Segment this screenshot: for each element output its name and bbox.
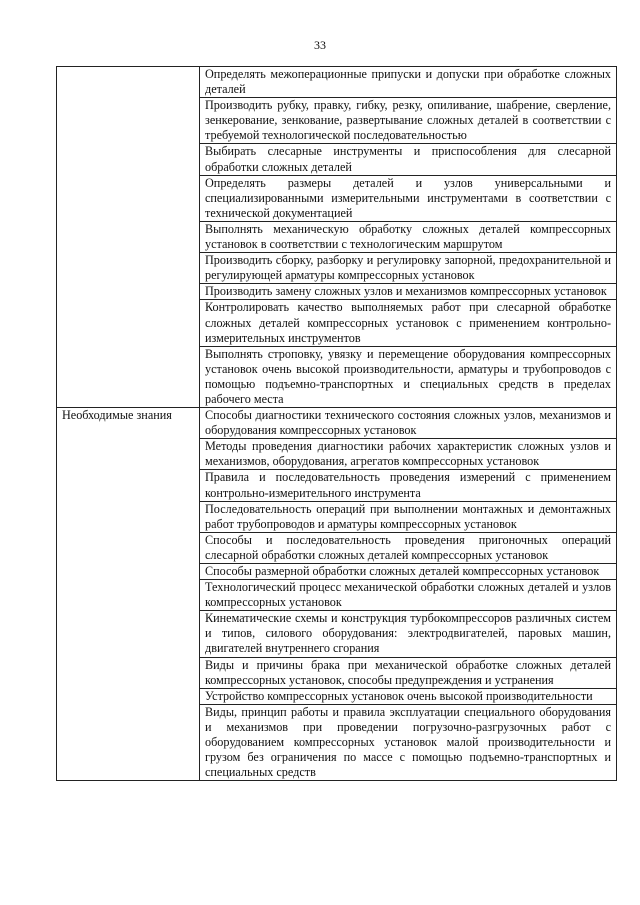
table-cell: Способы диагностики технического состояния сложных узлов, механизмов и оборудования компрессорных установок [200,408,617,439]
competency-table [56,66,617,781]
table-cell: Способы и последовательность проведения пригоночных операций слесарной обработки сложных деталей компрессорных установок [200,532,617,563]
table-cell: Виды, принцип работы и правила эксплуатации специального оборудования и механизмов при проведении погрузочно-разгрузочных работ с оборудованием компрессорных установок малой производительности и грузом без ограничения по массе с помощью подъемно-транспортных и специальных средств [200,704,617,780]
table-cell: Кинематические схемы и конструкция турбокомпрессоров различных систем и типов, силового оборудования: электродвигателей, паровых машин, двигателей внутреннего сгорания [200,611,617,657]
table-cell: Определять размеры деталей и узлов универсальными и специализированными измерительными инструментами в соответствии с технической документацией [200,175,617,221]
table-cell: Производить сборку, разборку и регулировку запорной, предохранительной и регулирующей арматуры компрессорных установок [200,253,617,284]
table-cell: Выполнять строповку, увязку и перемещение оборудования компрессорных установок очень высокой производительности, арматуры и трубопроводов с помощью подъемно-транспортных и специальных средств в пределах рабочего места [200,346,617,407]
table-cell: Виды и причины брака при механической обработке сложных деталей компрессорных установок, способы предупреждения и устранения [200,657,617,688]
page-number: 33 [314,38,326,52]
table-cell: Последовательность операций при выполнении монтажных и демонтажных работ трубопроводов и арматуры компрессорных установок [200,501,617,532]
table-cell: Определять межоперационные припуски и допуски при обработке сложных деталей [200,67,617,98]
table-cell: Способы размерной обработки сложных деталей компрессорных установок [200,564,617,580]
table-cell: Выполнять механическую обработку сложных деталей компрессорных установок в соответствии с технологическим маршрутом [200,221,617,252]
table-row [57,67,617,98]
table-cell: Производить замену сложных узлов и механизмов компрессорных установок [200,284,617,300]
section-label [57,67,200,408]
table-cell: Методы проведения диагностики рабочих характеристик сложных узлов и механизмов, оборудования, агрегатов компрессорных установок [200,439,617,470]
table-body [57,67,617,781]
table-cell: Контролировать качество выполняемых работ при слесарной обработке сложных деталей компрессорных установок с применением контрольно-измерительных инструментов [200,300,617,346]
table-cell: Выбирать слесарные инструменты и приспособления для слесарной обработки сложных деталей [200,144,617,175]
section-label: Необходимые знания [57,408,200,781]
table-cell: Технологический процесс механической обработки сложных деталей и узлов компрессорных установок [200,580,617,611]
table-row [57,408,617,439]
table-cell: Производить рубку, правку, гибку, резку, опиливание, шабрение, сверление, зенкерование, зенкование, развертывание сложных деталей в соответствии с требуемой технологической последовательностью [200,98,617,144]
table-cell: Правила и последовательность проведения измерений с применением контрольно-измерительного инструмента [200,470,617,501]
table-cell: Устройство компрессорных установок очень высокой производительности [200,688,617,704]
